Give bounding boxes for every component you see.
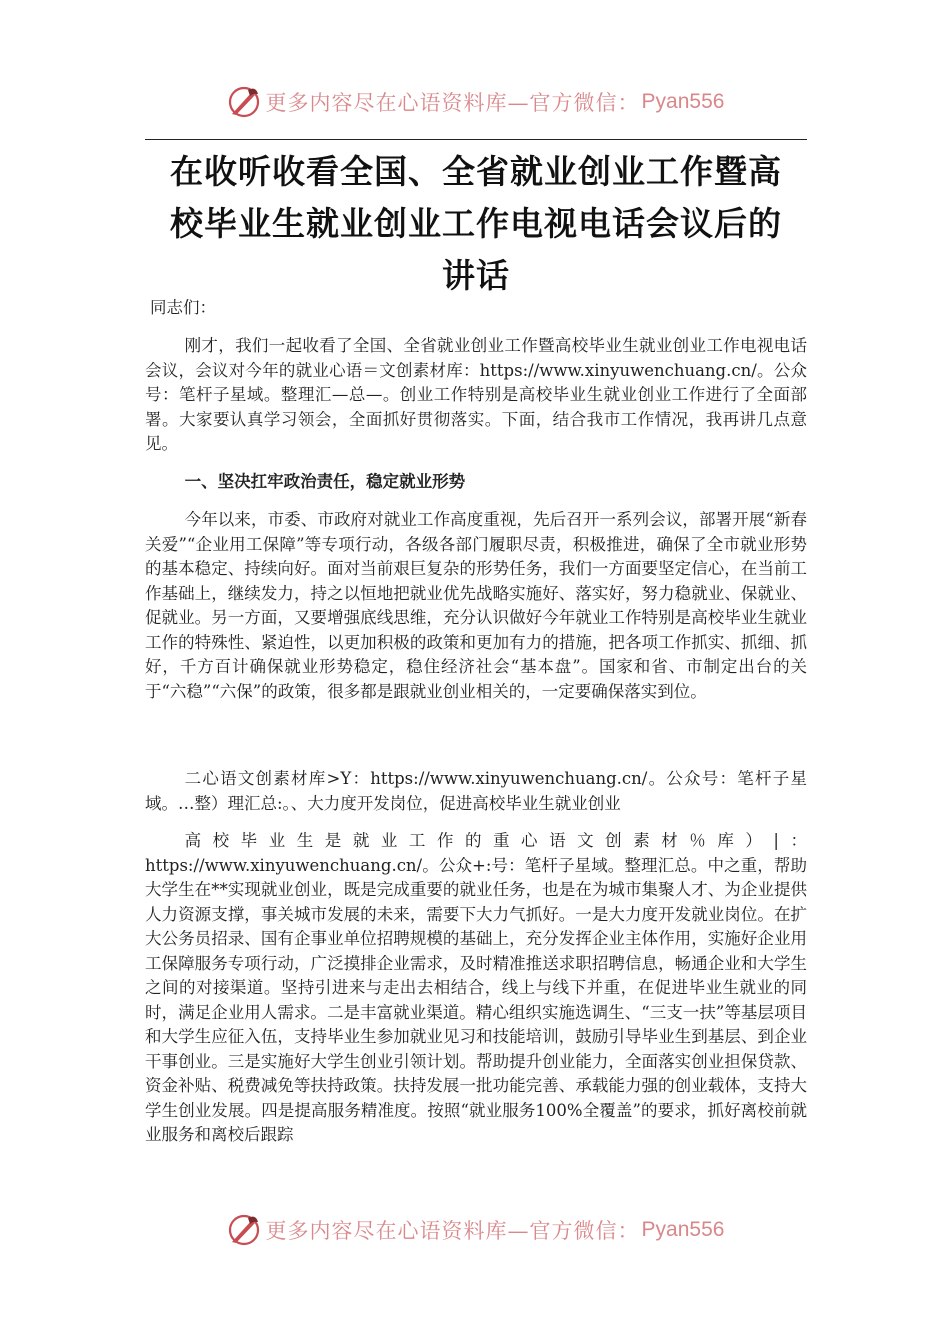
quill-logo-icon [226, 84, 262, 120]
banner-wechat-id: Pyan556 [641, 90, 725, 113]
salutation: 同志们： [150, 298, 216, 317]
quill-logo-icon [226, 1212, 262, 1248]
header-banner [0, 80, 950, 124]
banner-text: 更多内容尽在心语资料库—官方微信： [265, 91, 640, 115]
title-line-3: 讲话 [442, 256, 510, 295]
banner-wechat-id: Pyan556 [641, 1218, 725, 1241]
section-heading-1: 一、坚决扛牢政治责任，稳定就业形势 [184, 472, 466, 491]
paragraph-section-2-heading: 二心语文创素材库>Y：https://www.xinyuwenchuang.cn/。公众号：笔杆子星域。…整）理汇总:。、大力度开发岗位，促进高校毕业生就业创业 [145, 769, 807, 813]
paragraph-intro: 刚才，我们一起收看了全国、全省就业创业工作暨高校毕业生就业创业工作电视电话会议，会议对今年的就业心语＝文创素材库：https://www.xinyuwenchuang.cn/。公众号：笔杆子星域。整理汇—总—。创业工作特别是高校毕业生就业创业工作进行了全面部署。大家要认真学习领会，全面抓好贯彻落实。下面，结合我市工作情况，我再讲几点意见。 [145, 336, 807, 453]
title-divider [145, 139, 807, 140]
page-title [145, 146, 807, 302]
title-line-1: 在收听收看全国、全省就业创业工作暨高 [170, 152, 782, 191]
paragraph-section-2: 高校毕业生是就业工作的重心语文创素材％库）|：https://www.xinyuwenchuang.cn/。公众+:号：笔杆子星域。整理汇总。中之重，帮助大学生在**实现就业创业，既是完成重要的就业任务，也是在为城市集聚人才、为企业提供人力资源支撑，事关城市发展的未来，需要下大力气抓好。一是大力度开发就业岗位。在扩大公务员招录、国有企事业单位招聘规模的基础上，充分发挥企业主体作用，实施好企业用工保障服务专项行动，广泛摸排企业需求，及时精准推送求职招聘信息，畅通企业和大学生之间的对接渠道。坚持引进来与走出去相结合，线上与线下并重，在促进毕业生就业的同时，满足企业用人需求。二是丰富就业渠道。精心组织实施选调生、“三支一扶”等基层项目和大学生应征入伍，支持毕业生参加就业见习和技能培训，鼓励引导毕业生到基层、到企业干事创业。三是实施好大学生创业引领计划。帮助提升创业能力，全面落实创业担保贷款、资金补贴、税费减免等扶持政策。扶持发展一批功能完善、承载能力强的创业载体，支持大学生创业发展。四是提高服务精准度。按照“就业服务100%全覆盖”的要求，抓好离校前就业服务和离校后跟踪 [145, 831, 807, 1144]
paragraph-section-1: 今年以来，市委、市政府对就业工作高度重视，先后召开一系列会议，部署开展“新春关爱”“企业用工保障”等专项行动，各级各部门履职尽责，积极推进，确保了全市就业形势的基本稳定、持续向好。面对当前艰巨复杂的形势任务，我们一方面要坚定信心，在当前工作基础上，继续发力，持之以恒地把就业优先战略实施好、落实好，努力稳就业、保就业、促就业。另一方面，又要增强底线思维，充分认识做好今年就业工作特别是高校毕业生就业工作的特殊性、紧迫性，以更加积极的政策和更加有力的措施，把各项工作抓实、抓细、抓好，千方百计确保就业形势稳定，稳住经济社会“基本盘”。国家和省、市制定出台的关于“六稳”“六保”的政策，很多都是跟就业创业相关的，一定要确保落实到位。 [145, 510, 807, 701]
footer-banner [0, 1208, 950, 1252]
title-line-2: 校毕业生就业创业工作电视电话会议后的 [170, 204, 782, 243]
banner-text: 更多内容尽在心语资料库—官方微信： [265, 1219, 640, 1243]
